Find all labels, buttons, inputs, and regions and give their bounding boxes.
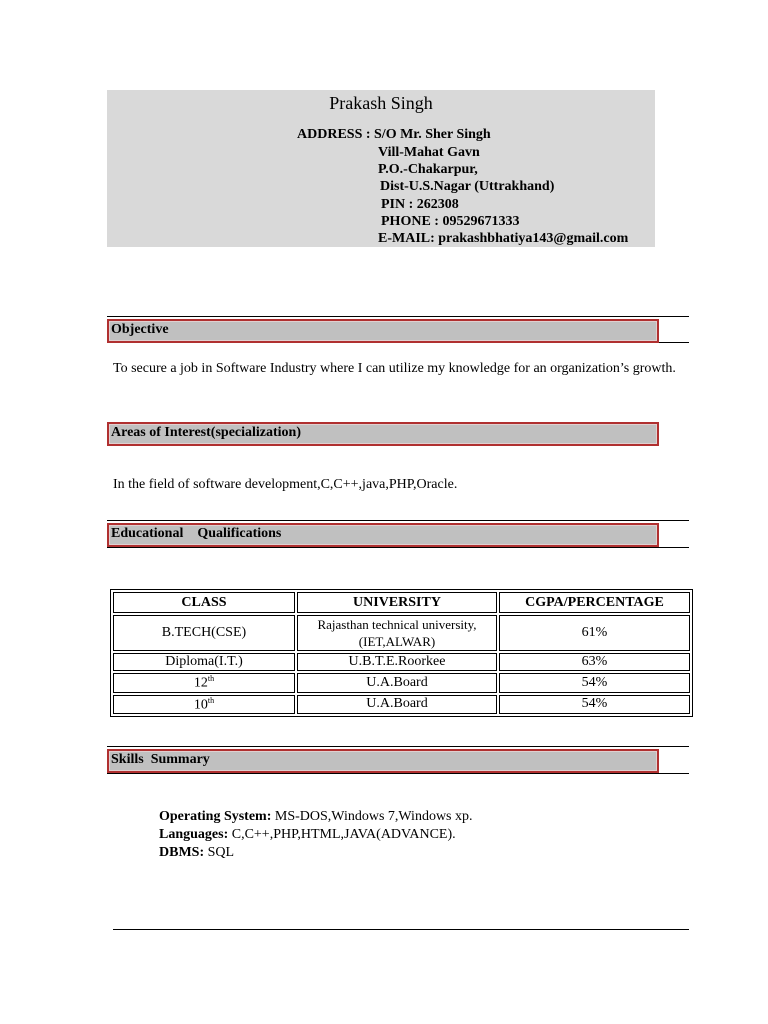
ordinal-suffix: th bbox=[207, 674, 215, 683]
section-rule bbox=[107, 746, 689, 747]
email-line: E-MAIL: prakashbhatiya143@gmail.com bbox=[378, 231, 629, 246]
section-heading-objective bbox=[107, 319, 659, 343]
phone-line: PHONE : 09529671333 bbox=[381, 214, 520, 229]
section-title: Objective bbox=[111, 322, 169, 337]
footer-rule bbox=[113, 929, 689, 930]
education-table bbox=[110, 589, 693, 717]
ordinal-suffix: th bbox=[207, 695, 215, 705]
section-rule bbox=[107, 316, 689, 317]
table-row bbox=[113, 653, 690, 671]
objective-text: To secure a job in Software Industry where I can utilize my knowledge for an organization’s growth. bbox=[113, 361, 676, 376]
university-cell: Rajasthan technical university,(IET,ALWAR) bbox=[297, 615, 497, 651]
table-row bbox=[113, 695, 690, 715]
address-line: P.O.-Chakarpur, bbox=[378, 162, 478, 177]
class-value: 10 bbox=[193, 697, 208, 713]
class-value: 12 bbox=[193, 675, 208, 691]
skill-item bbox=[159, 826, 473, 844]
score-cell: 61% bbox=[499, 615, 690, 651]
skill-label: Languages: bbox=[159, 827, 229, 842]
section-rule bbox=[107, 520, 689, 521]
section-title: Educational Qualifications bbox=[111, 526, 282, 541]
address-label: ADDRESS : S/O Mr. Sher Singh bbox=[297, 127, 491, 142]
column-header-score: CGPA/PERCENTAGE bbox=[499, 592, 690, 613]
university-cell: U.A.Board bbox=[297, 673, 497, 693]
table-header-row bbox=[113, 592, 690, 613]
skill-label: DBMS: bbox=[159, 845, 205, 860]
class-cell: B.TECH(CSE) bbox=[113, 615, 295, 651]
class-cell: Diploma(I.T.) bbox=[113, 653, 295, 671]
university-cell: U.A.Board bbox=[297, 695, 497, 715]
class-cell bbox=[113, 695, 295, 715]
skill-item bbox=[159, 844, 473, 862]
section-heading-interest bbox=[107, 422, 659, 446]
skill-value: MS-DOS,Windows 7,Windows xp. bbox=[274, 809, 473, 824]
section-heading-education bbox=[107, 523, 659, 547]
skill-item bbox=[159, 808, 473, 826]
section-title: Areas of Interest(specialization) bbox=[111, 425, 301, 440]
section-rule bbox=[107, 547, 689, 548]
column-header-university: UNIVERSITY bbox=[297, 592, 497, 613]
section-rule bbox=[107, 773, 689, 774]
interest-text: In the field of software development,C,C++,java,PHP,Oracle. bbox=[113, 477, 458, 492]
score-cell: 54% bbox=[499, 673, 690, 693]
candidate-name: Prakash Singh bbox=[329, 93, 433, 113]
score-cell: 54% bbox=[499, 695, 690, 715]
class-cell bbox=[113, 673, 295, 693]
skill-value: SQL bbox=[207, 845, 235, 860]
address-line: Dist-U.S.Nagar (Uttrakhand) bbox=[380, 179, 555, 194]
skills-list bbox=[159, 808, 473, 862]
table-row bbox=[113, 673, 690, 693]
section-title: Skills Summary bbox=[111, 752, 210, 767]
resume-header bbox=[107, 90, 655, 247]
address-line: Vill-Mahat Gavn bbox=[378, 145, 480, 160]
university-cell: U.B.T.E.Roorkee bbox=[297, 653, 497, 671]
section-heading-skills bbox=[107, 749, 659, 773]
column-header-class: CLASS bbox=[113, 592, 295, 613]
skill-label: Operating System: bbox=[159, 809, 272, 824]
skill-value: C,C++,PHP,HTML,JAVA(ADVANCE). bbox=[231, 827, 456, 842]
pin-line: PIN : 262308 bbox=[381, 197, 459, 212]
table-row bbox=[113, 615, 690, 651]
score-cell: 63% bbox=[499, 653, 690, 671]
